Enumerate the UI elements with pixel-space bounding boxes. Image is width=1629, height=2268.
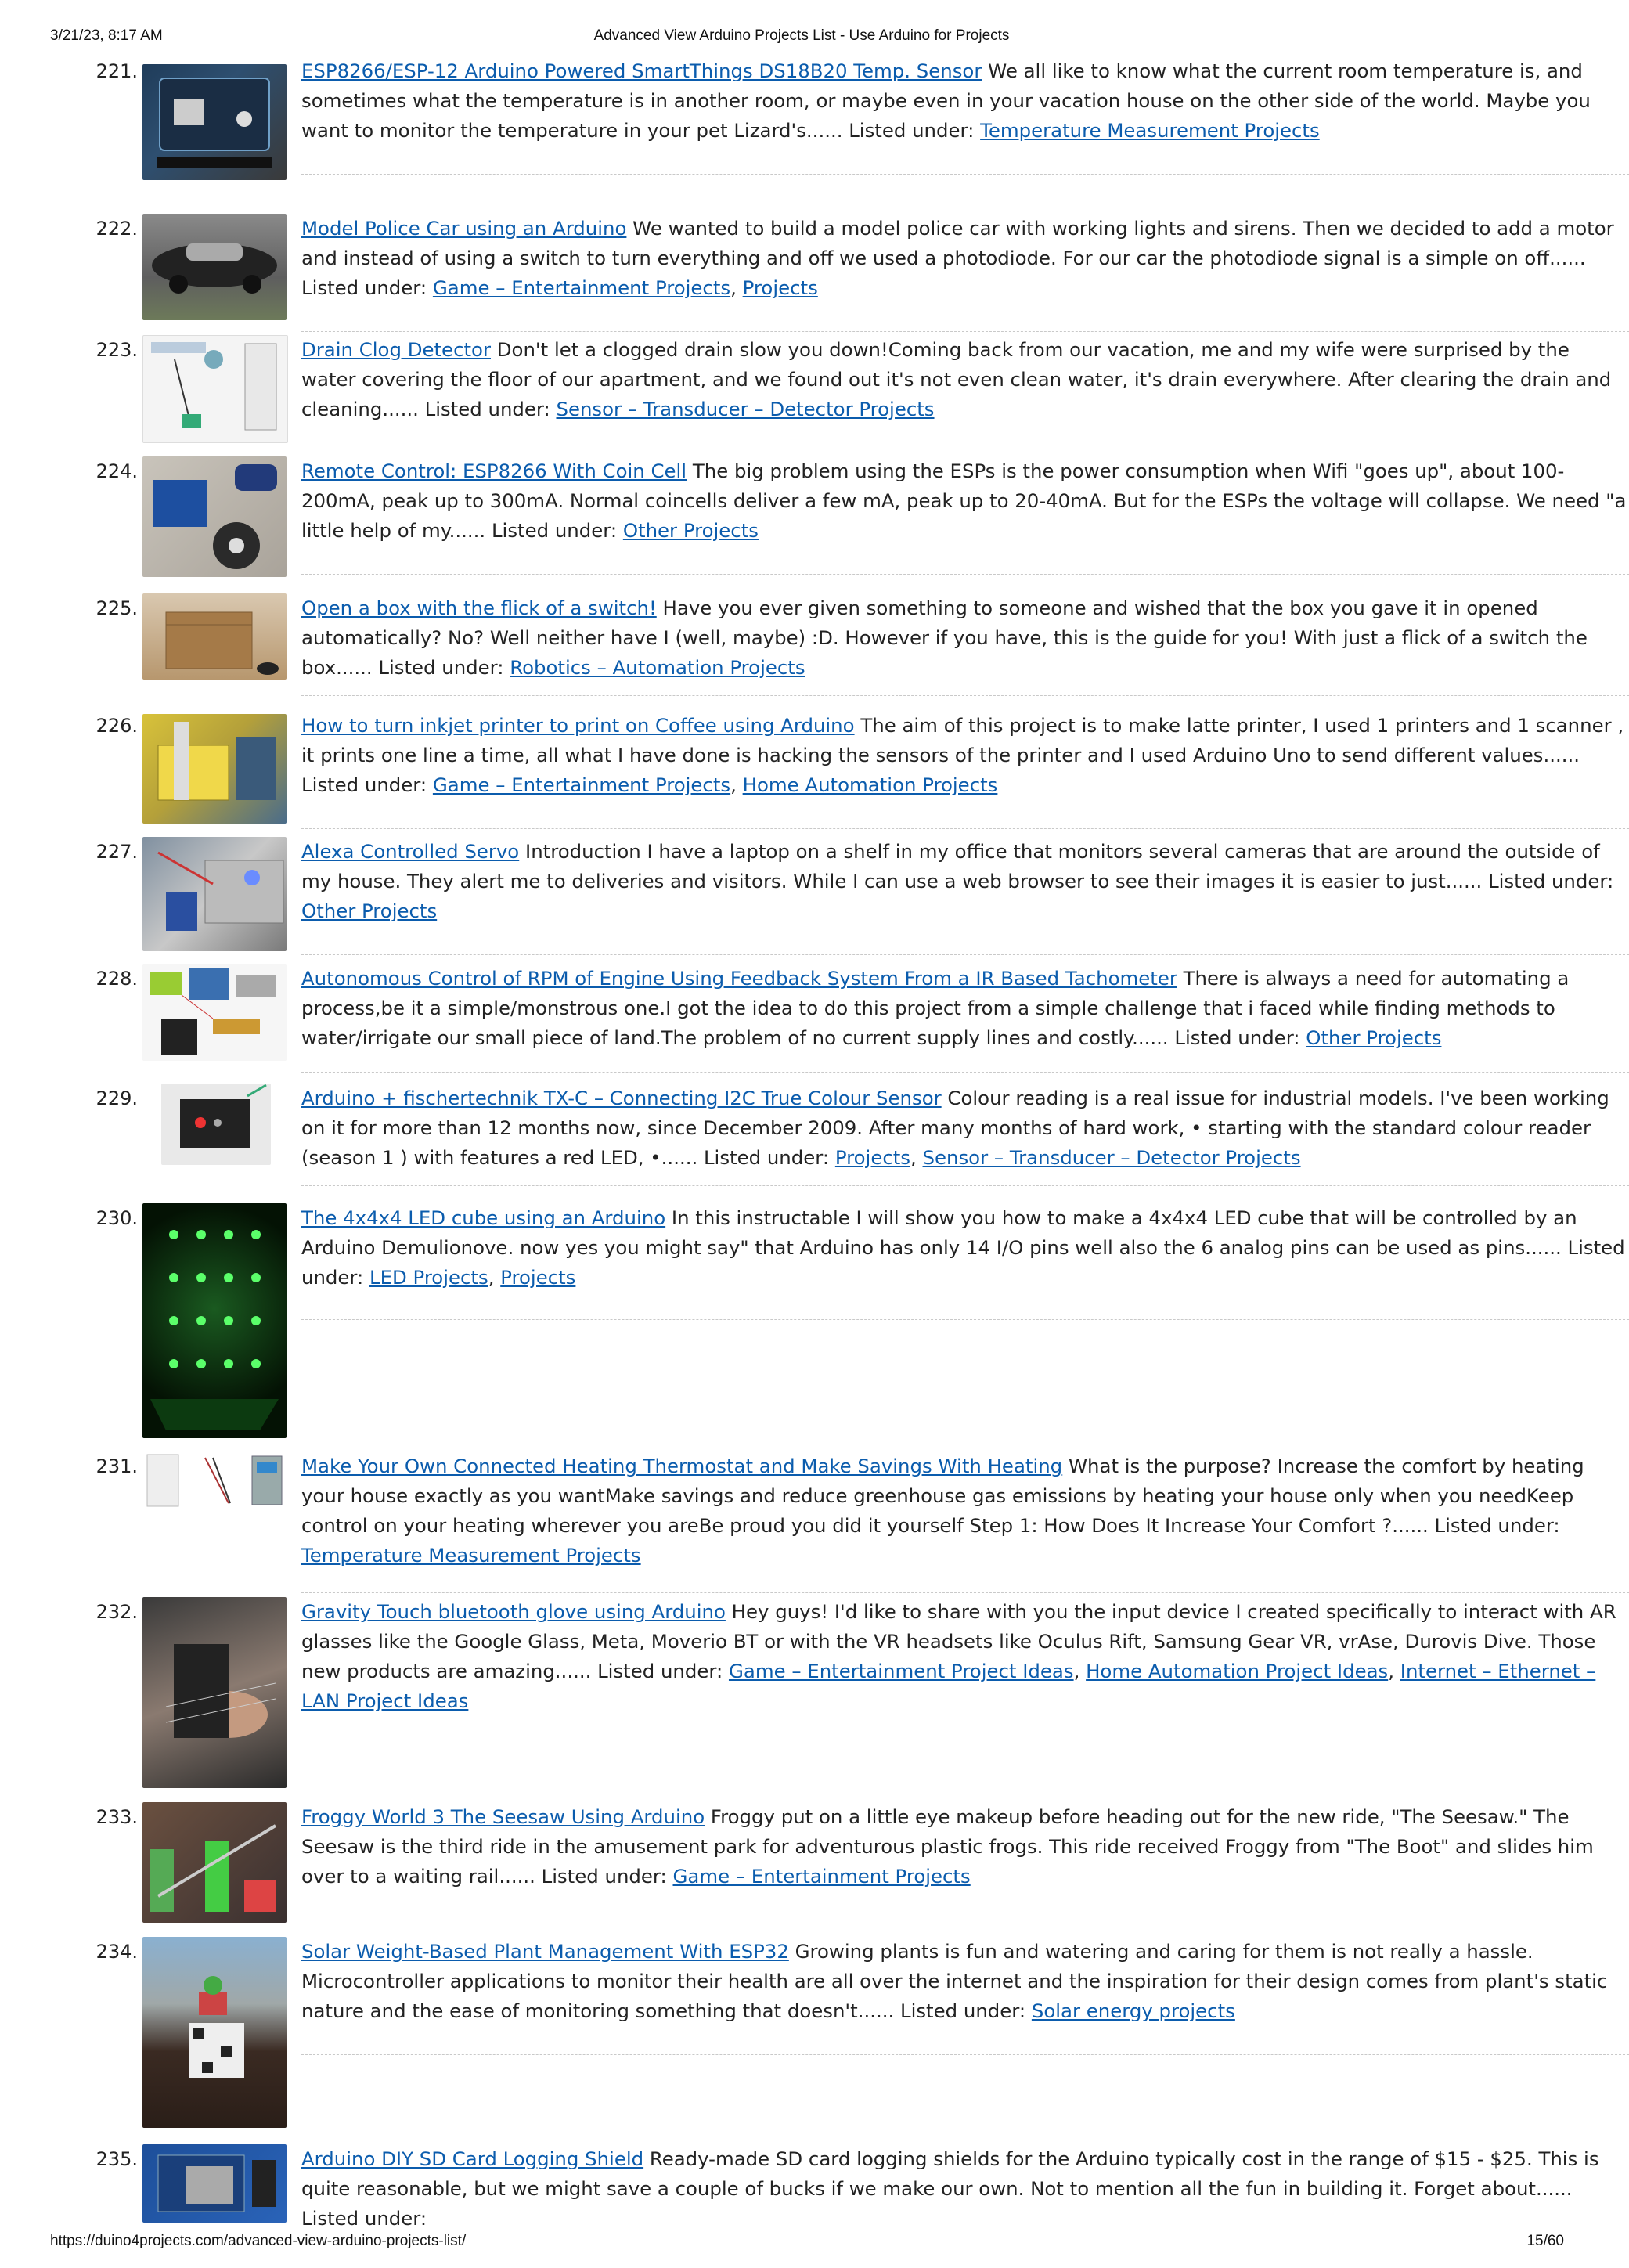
entry-text	[301, 56, 1629, 146]
page-number: 15/60	[1526, 2233, 1564, 2249]
category-link[interactable]: Sensor – Transducer – Detector Projects	[922, 1146, 1301, 1169]
divider	[301, 331, 1629, 332]
category-link[interactable]: Internet – Ethernet – LAN Project Ideas	[301, 1660, 1596, 1712]
category-link[interactable]: Game – Entertainment Projects	[432, 276, 731, 299]
project-title-link[interactable]: Open a box with the flick of a switch!	[301, 597, 657, 619]
listed-under-label: Listed under:	[1174, 1026, 1300, 1049]
item-number: 223.	[96, 339, 138, 361]
project-description: Froggy put on a little eye makeup before heading out for the new ride, "The Seesaw." The Seesaw is the third ride in the amusement park for adventurous plastic frogs. This ride received Froggy from "The Boot" and slides him over to a waiting rail......	[301, 1805, 1594, 1888]
item-number: 231.	[96, 1455, 138, 1477]
item-number: 226.	[96, 715, 138, 737]
category-link[interactable]: Projects	[500, 1266, 576, 1289]
category-link[interactable]: Robotics – Automation Projects	[510, 656, 805, 679]
entry-text: How to turn inkjet printer to print on Coffee using Arduino The aim of this project is to make latte printer, I used 1 printers and 1 scanner , it prints one line a time, all what I have done is hacking the sensors of the printer and I used Arduino Uno to send different values...... Listed under: Game – Entertainment Projects, Home Automation Projects	[301, 714, 1624, 796]
project-title-link[interactable]: Froggy World 3 The Seesaw Using Arduino	[301, 1805, 705, 1828]
project-thumbnail[interactable]	[142, 456, 287, 577]
entry-text	[301, 1802, 1629, 1891]
project-description: Growing plants is fun and watering and caring for them is not really a hassle. Microcontroller applications to monitor their health are all over the internet and the inspiration for their design comes from plant's static nature and the ease of monitoring something that doesn't......	[301, 1940, 1608, 2022]
project-title-link[interactable]: The 4x4x4 LED cube using an Arduino	[301, 1206, 666, 1229]
category-link[interactable]: Other Projects	[622, 519, 759, 542]
entry-text	[301, 335, 1629, 424]
diagram-image-icon	[143, 336, 287, 442]
category-link[interactable]: Sensor – Transducer – Detector Projects	[556, 398, 935, 420]
category-link[interactable]: Game – Entertainment Projects	[432, 773, 731, 796]
project-title-link[interactable]: Model Police Car using an Arduino	[301, 217, 627, 240]
listed-under-label: Listed under:	[899, 1999, 1026, 2022]
category-link[interactable]: Temperature Measurement Projects	[980, 119, 1320, 142]
item-number: 232.	[96, 1601, 138, 1623]
listed-under-label: Listed under:	[1488, 870, 1614, 892]
project-thumbnail[interactable]	[142, 1597, 287, 1788]
entry-text: The 4x4x4 LED cube using an Arduino In this instructable I will show you how to make a 4x4x4 LED cube that will be controlled by an Arduino Demulionove. now yes you might say" that Arduino has only 14 I/O pins well also the 6 analog pins can be used as pins...... Listed under: LED Projects, Projects	[301, 1206, 1625, 1289]
listed-under-label: Listed under:	[301, 773, 427, 796]
listed-under-label: Listed under:	[491, 519, 618, 542]
entry-text	[301, 2144, 1629, 2234]
printer-image-icon	[142, 714, 287, 824]
category-link[interactable]: Temperature Measurement Projects	[301, 1544, 641, 1567]
project-thumbnail[interactable]	[142, 1802, 287, 1923]
project-title-link[interactable]: Remote Control: ESP8266 With Coin Cell	[301, 460, 687, 482]
project-thumbnail[interactable]	[142, 837, 287, 951]
category-link[interactable]: Projects	[834, 1146, 911, 1169]
project-description: Hey guys! I'd like to share with you the input device I created specifically to interact with AR glasses like the Google Glass, Meta, Moverio BT or with the VR headsets like Oculus Rift, Samsung Gear VR, vrAse, Durovis Dive. Those new products are amazing......	[301, 1600, 1616, 1682]
category-link[interactable]: Game – Entertainment Projects	[672, 1865, 971, 1888]
item-number: 235.	[96, 2148, 138, 2170]
sensor-image-icon	[161, 1084, 271, 1165]
project-thumbnail[interactable]	[161, 1084, 271, 1165]
category-link[interactable]: Game – Entertainment Project Ideas	[728, 1660, 1074, 1682]
category-link[interactable]: Solar energy projects	[1031, 1999, 1235, 2022]
divider	[301, 574, 1629, 575]
divider	[301, 1185, 1629, 1186]
project-title-link[interactable]: ESP8266/ESP-12 Arduino Powered SmartThings DS18B20 Temp. Sensor	[301, 59, 982, 82]
entry-text	[301, 1937, 1629, 2026]
project-thumbnail[interactable]	[142, 214, 287, 320]
project-description: Ready-made SD card logging shields for the Arduino typically cost in the range of $15 - $25. This is quite reasonable, but we might save a couple of bucks if we make our own. Not to mention all the fun in building it. Forget about......	[301, 2147, 1599, 2200]
listed-under-label: Listed under:	[301, 2207, 427, 2230]
project-title-link[interactable]: Arduino DIY SD Card Logging Shield	[301, 2147, 644, 2170]
item-number: 222.	[96, 218, 138, 240]
project-description: In this instructable I will show you how to make a 4x4x4 LED cube that will be controlled by an Arduino Demulionove. now yes you might say" that Arduino has only 14 I/O pins well also the 6 analog pins can be used as pins......	[301, 1206, 1577, 1259]
listed-under-label: Listed under:	[301, 276, 427, 299]
entry-text	[301, 964, 1629, 1053]
divider	[301, 954, 1629, 955]
listed-under-label: Listed under:	[849, 119, 975, 142]
category-link[interactable]: Home Automation Project Ideas	[1086, 1660, 1389, 1682]
project-thumbnail[interactable]	[142, 1203, 287, 1438]
project-thumbnail[interactable]	[142, 335, 288, 443]
category-link[interactable]: LED Projects	[369, 1266, 488, 1289]
item-number: 229.	[96, 1087, 138, 1109]
divider	[301, 1592, 1629, 1593]
board-image-icon	[142, 64, 287, 180]
seesaw-image-icon	[142, 1802, 287, 1923]
project-thumbnail[interactable]	[142, 2144, 287, 2223]
item-number: 221.	[96, 60, 138, 82]
page-title: Advanced View Arduino Projects List - Use Arduino for Projects	[593, 27, 1010, 44]
item-number: 228.	[96, 968, 138, 990]
divider	[301, 2054, 1629, 2055]
project-description: We all like to know what the current room temperature is, and sometimes what the temperature is in another room, or maybe even in your vacation house on the other side of the world. Maybe you want to monitor the temperature in your pet Lizard's......	[301, 59, 1591, 142]
listed-under-label: Listed under:	[541, 1865, 667, 1888]
box-image-icon	[142, 593, 287, 680]
divider	[301, 1319, 1629, 1320]
entry-text: Model Police Car using an Arduino We wanted to build a model police car with working lights and sirens. Then we decided to add a motor and instead of using a switch to turn everything and off we used a photodiode. For our car the photodiode signal is a simple on off...... Listed under: Game – Entertainment Projects, Projects	[301, 217, 1614, 299]
circuit-image-icon	[142, 964, 287, 1061]
project-title-link[interactable]: How to turn inkjet printer to print on Coffee using Arduino	[301, 714, 855, 737]
category-link[interactable]: Home Automation Projects	[742, 773, 998, 796]
project-description: The aim of this project is to make latte printer, I used 1 printers and 1 scanner , it prints one line a time, all what I have done is hacking the sensors of the printer and I used Arduino Uno to send different values......	[301, 714, 1624, 766]
project-thumbnail[interactable]	[142, 964, 287, 1061]
category-link[interactable]: Other Projects	[301, 900, 438, 922]
print-datetime: 3/21/23, 8:17 AM	[50, 27, 163, 44]
project-description: There is always a need for automating a process,be it a simple/monstrous one.I got the idea to do this project from a simple challenge that i faced while finding methods to water/irrigate our small piece of land.The problem of no current supply lines and costly......	[301, 967, 1570, 1049]
item-number: 234.	[96, 1941, 138, 1963]
project-title-link[interactable]: Arduino + fischertechnik TX-C – Connecting I2C True Colour Sensor	[301, 1087, 942, 1109]
page-url: https://duino4projects.com/advanced-view-arduino-projects-list/	[50, 2233, 467, 2249]
led-cube-image-icon	[142, 1203, 287, 1438]
project-title-link[interactable]: Solar Weight-Based Plant Management With ESP32	[301, 1940, 789, 1963]
category-link[interactable]: Projects	[742, 276, 818, 299]
remote-image-icon	[142, 456, 287, 577]
thermostat-image-icon	[142, 1451, 287, 1509]
listed-under-label: Listed under:	[301, 1236, 1625, 1289]
car-image-icon	[142, 214, 287, 320]
project-description: What is the purpose? Increase the comfort by heating your house exactly as you wantMake savings and reduce greenhouse gas emissions by heating your house only when you needKeep control on your heating wherever you areBe proud you did it yourself Step 1: How Does It Increase Your Comfort ?......	[301, 1455, 1584, 1537]
project-title-link[interactable]: Drain Clog Detector	[301, 338, 491, 361]
category-link[interactable]: Other Projects	[1306, 1026, 1442, 1049]
item-number: 225.	[96, 597, 138, 619]
item-number: 233.	[96, 1806, 138, 1828]
project-title-link[interactable]: Make Your Own Connected Heating Thermostat and Make Savings With Heating	[301, 1455, 1063, 1477]
project-thumbnail[interactable]	[142, 714, 287, 824]
servo-image-icon	[142, 837, 287, 951]
project-description: The big problem using the ESPs is the power consumption when Wifi "goes up", about 100-200mA, peak up to 300mA. Normal coincells deliver a few mA, peak up to 20-40mA. But for the ESPs the voltage will collapse. We need "a little help of my......	[301, 460, 1627, 542]
project-thumbnail[interactable]	[142, 593, 287, 680]
project-thumbnail[interactable]	[142, 64, 287, 180]
item-number: 230.	[96, 1207, 138, 1229]
project-thumbnail[interactable]	[142, 1451, 287, 1509]
entry-text	[301, 1451, 1629, 1570]
entry-text: Arduino + fischertechnik TX-C – Connecting I2C True Colour Sensor Colour reading is a real issue for industrial models. I've been working on it for more than 12 months now, since December 2009. After many months of hard work, • starting with the standard colour reader (season 1 ) with features a red LED, •...... Listed under: Projects, Sensor – Transducer – Detector Projects	[301, 1087, 1609, 1169]
sd-shield-image-icon	[142, 2144, 287, 2223]
project-description: Don't let a clogged drain slow you down!Coming back from our vacation, me and my wife were surprised by the water covering the floor of our apartment, and we found out it's not even clean water, it's drain everywhere. After clearing the drain and cleaning......	[301, 338, 1612, 420]
project-thumbnail[interactable]	[142, 1937, 287, 2128]
project-title-link[interactable]: Autonomous Control of RPM of Engine Using Feedback System From a IR Based Tachometer	[301, 967, 1177, 990]
item-number: 224.	[96, 460, 138, 482]
plant-image-icon	[142, 1937, 287, 2128]
project-description: We wanted to build a model police car with working lights and sirens. Then we decided to add a motor and instead of using a switch to turn everything and off we used a photodiode. For our car the photodiode signal is a simple on off......	[301, 217, 1614, 269]
project-description: Introduction I have a laptop on a shelf in my office that monitors several cameras that are around the outside of my house. They alert me to deliveries and visitors. While I can use a web browser to see their images it is easier to just......	[301, 840, 1600, 892]
listed-under-label: Listed under:	[424, 398, 550, 420]
listed-under-label: Listed under:	[1434, 1514, 1560, 1537]
divider	[301, 695, 1629, 696]
listed-under-label: Listed under:	[703, 1146, 830, 1169]
project-title-link[interactable]: Gravity Touch bluetooth glove using Arduino	[301, 1600, 726, 1623]
entry-text	[301, 456, 1629, 546]
entry-text	[301, 837, 1629, 926]
project-title-link[interactable]: Alexa Controlled Servo	[301, 840, 520, 863]
entry-text: Gravity Touch bluetooth glove using Arduino Hey guys! I'd like to share with you the input device I created specifically to interact with AR glasses like the Google Glass, Meta, Moverio BT or with the VR headsets like Oculus Rift, Samsung Gear VR, vrAse, Durovis Dive. Those new products are amazing...... Listed under: Game – Entertainment Project Ideas, Home Automation Project Ideas, Internet – Ethernet – LAN Project Ideas	[301, 1600, 1616, 1712]
project-description: Have you ever given something to someone and wished that the box you gave it in opened automatically? No? Well neither have I (well, maybe) :D. However if you have, this is the guide for you! With just a flick of a switch the box......	[301, 597, 1588, 679]
listed-under-label: Listed under:	[597, 1660, 723, 1682]
project-description: Colour reading is a real issue for industrial models. I've been working on it for more than 12 months now, since December 2009. After many months of hard work, • starting with the standard colour reader (season 1 ) with features a red LED, •......	[301, 1087, 1609, 1169]
divider	[301, 828, 1629, 829]
glove-image-icon	[142, 1597, 287, 1788]
listed-under-label: Listed under:	[378, 656, 504, 679]
divider	[301, 1072, 1629, 1073]
item-number: 227.	[96, 841, 138, 863]
divider	[301, 174, 1629, 175]
entry-text	[301, 593, 1629, 683]
